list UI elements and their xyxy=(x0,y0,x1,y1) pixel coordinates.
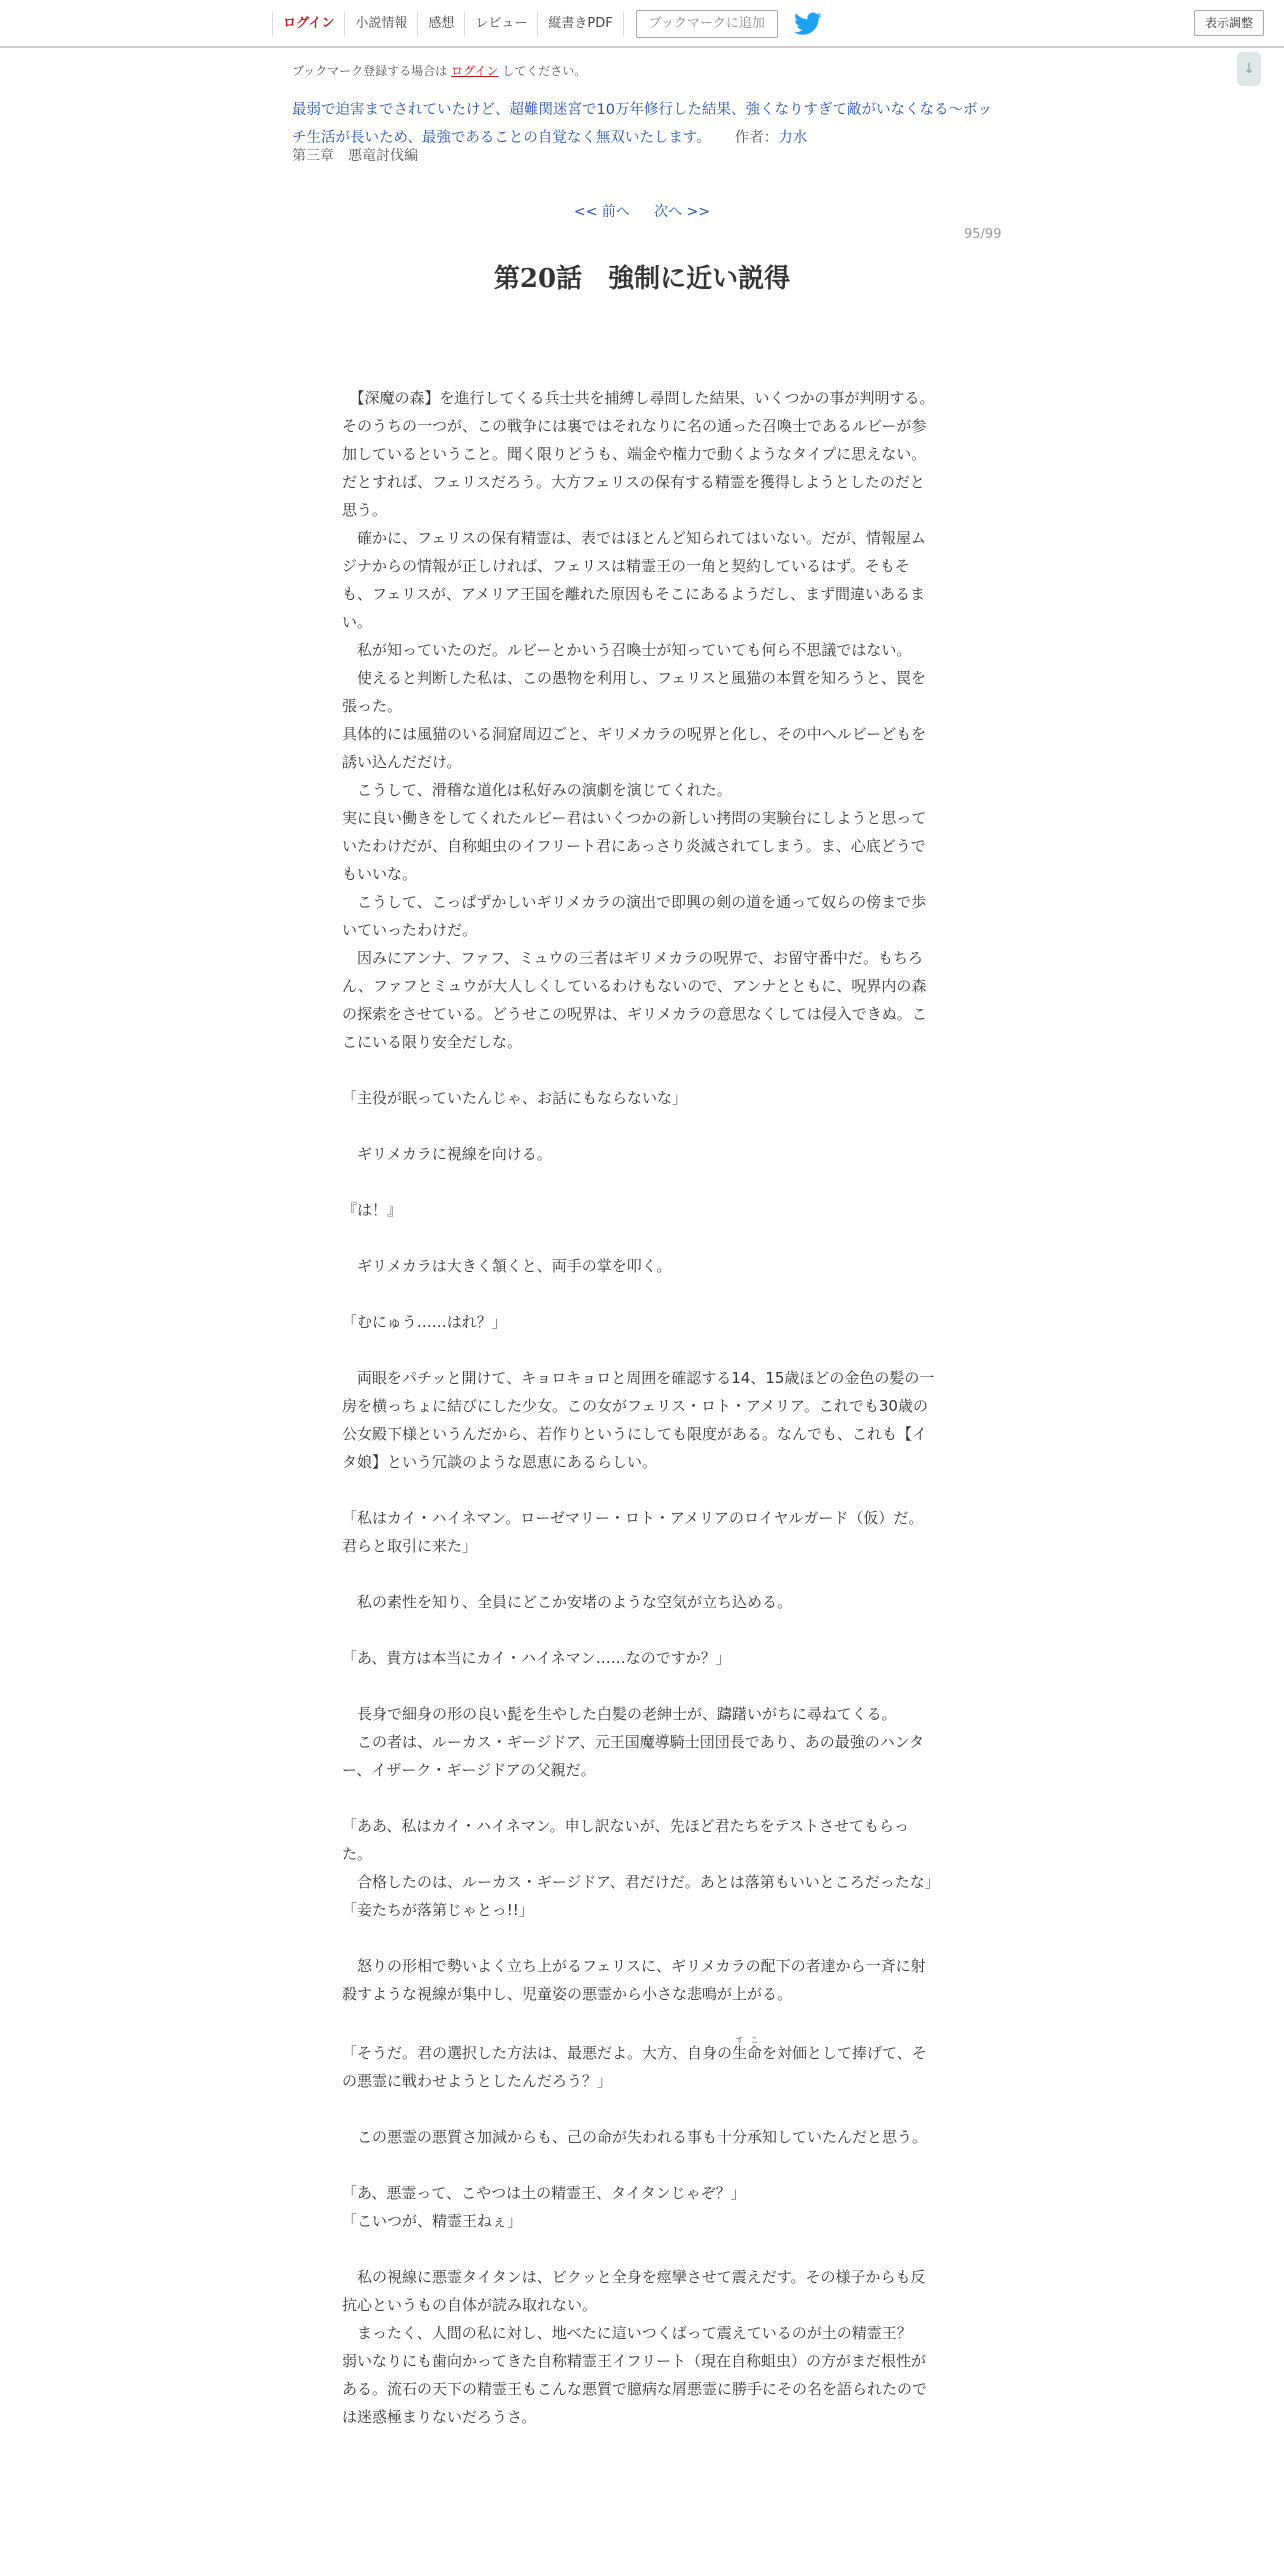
blank-line xyxy=(342,2151,938,2179)
body-paragraph: 因みにアンナ、ファフ、ミュウの三者はギリメカラの呪界で、お留守番中だ。もちろん、ファフとミュウが大人しくしているわけもないので、アンナとともに、呪界内の森の探索をさせている。どうせこの呪界は、ギリメカラの意思なくしては侵入できぬ。ここにいる限り安全だしな。 xyxy=(342,949,927,1051)
blank-line xyxy=(342,1672,938,1700)
body-paragraph: 私の素性を知り、全員にどこか安堵のような空気が立ち込める。 xyxy=(342,1593,793,1611)
body-paragraph: 「こいつが、精霊王ねぇ」 xyxy=(342,2212,523,2230)
body-paragraph-ruby xyxy=(342,2036,938,2095)
bookmark-note xyxy=(292,62,586,79)
twitter-icon[interactable] xyxy=(794,12,822,36)
body-paragraph: 私が知っていたのだ。ルビーとかいう召喚士が知っていても何ら不思議ではない。 xyxy=(342,641,912,659)
body-paragraph: 使えると判断した私は、この愚物を利用し、フェリスと風猫の本質を知ろうと、罠を張った。 xyxy=(342,669,926,715)
next-link[interactable]: 次へ >> xyxy=(654,204,711,220)
body-paragraph: こうして、こっぱずかしいギリメカラの演出で即興の剣の道を通って奴らの傍まで歩いていったわけだ。 xyxy=(342,893,927,939)
blank-line xyxy=(342,1224,938,1252)
ruby-reading: すこ xyxy=(732,2036,763,2045)
ruby-word xyxy=(732,2036,763,2062)
novel-body xyxy=(342,384,938,2431)
scroll-down-button[interactable]: ↓ xyxy=(1237,52,1261,86)
body-paragraph: ギリメカラに視線を向ける。 xyxy=(342,1145,552,1163)
body-paragraph: 実に良い働きをしてくれたルビー君はいくつかの新しい拷問の実験台にしようと思っていたわけだが、自称蛆虫のイフリート君にあっさり炎滅されてしまう。ま、心底どうでもいいな。 xyxy=(342,809,927,883)
body-paragraph: この悪霊の悪質さ加減からも、己の命が失われる事も十分承知していたんだと思う。 xyxy=(342,2128,928,2146)
body-paragraph: 「むにゅう……はれ？」 xyxy=(342,1313,507,1331)
vertical-pdf-link[interactable]: 縦書きPDF xyxy=(537,12,623,36)
body-paragraph: 【深魔の森】を進行してくる兵士共を捕縛し尋問した結果、いくつかの事が判明する。 xyxy=(342,389,935,407)
blank-line xyxy=(342,1280,938,1308)
body-paragraph: 長身で細身の形の良い髭を生やした白髪の老紳士が、躊躇いがちに尋ねてくる。 xyxy=(342,1705,897,1723)
blank-line xyxy=(342,1168,938,1196)
main-nav xyxy=(272,10,822,38)
body-paragraph: 「ああ、私はカイ・ハイネマン。申し訳ないが、先ほど君たちをテストさせてもらった。 xyxy=(342,1817,910,1863)
body-paragraph: 確かに、フェリスの保有精霊は、表ではほとんど知られてはいない。だが、情報屋ムジナからの情報が正しければ、フェリスは精霊王の一角と契約しているはず。そもそも、フェリスが、アメリア王国を離れた原因もそこにあるようだし、まず間違いあるまい。 xyxy=(342,529,926,631)
blank-line xyxy=(342,1476,938,1504)
page-count: 95/99 xyxy=(964,227,1002,242)
body-paragraph: 怒りの形相で勢いよく立ち上がるフェリスに、ギリメカラの配下の者達から一斉に射殺すような視線が集中し、児童姿の悪霊から小さな悲鳴が上がる。 xyxy=(342,1957,926,2003)
blank-line xyxy=(342,1336,938,1364)
body-paragraph: この者は、ルーカス・ギージドア、元王国魔導騎士団団長であり、あの最強のハンター、イザーク・ギージドアの父親だ。 xyxy=(342,1733,925,1779)
novel-info-link[interactable]: 小説情報 xyxy=(344,12,417,36)
body-paragraph: こうして、滑稽な道化は私好みの演劇を演じてくれた。 xyxy=(342,781,732,799)
body-paragraph: そのうちの一つが、この戦争には裏ではそれなりに名の通った召喚士であるルビーが参加しているということ。聞く限りどうも、端金や権力で動くようなタイプに思えない。だとすれば、フェリスだろう。大方フェリスの保有する精霊を獲得しようとしたのだと思う。 xyxy=(342,417,927,519)
prev-link[interactable]: << 前へ xyxy=(573,204,630,220)
author-label: 作者： xyxy=(734,130,779,146)
body-paragraph: 合格したのは、ルーカス・ギージドア、君だけだ。あとは落第もいいところだったな」 xyxy=(342,1873,940,1891)
body-paragraph: 「私はカイ・ハイネマン。ローゼマリー・ロト・アメリアのロイヤルガード（仮）だ。君らと取引に来た」 xyxy=(342,1509,924,1555)
bookmark-note-login-link[interactable]: ログイン xyxy=(451,64,499,78)
ruby-base: 生命 xyxy=(732,2044,763,2062)
blank-line xyxy=(342,1112,938,1140)
episode-title: 第20話 強制に近い説得 xyxy=(493,264,791,294)
body-paragraph: まったく、人間の私に対し、地べたに這いつくばって震えているのが土の精霊王？ 弱いなりにも歯向かってきた自称精霊王イフリート（現在自称蛆虫）の方がまだ根性がある。流石の天下の精霊王もこんな悪質で臆病な屑悪霊に勝手にその名を語られたのでは迷惑極まりないだろうさ。 xyxy=(342,2324,928,2426)
body-paragraph: 私の視線に悪霊タイタンは、ビクッと全身を痙攣させて震えだす。その様子からも反抗心というもの自体が読み取れない。 xyxy=(342,2268,926,2314)
blank-line xyxy=(342,1056,938,1084)
login-link[interactable]: ログイン xyxy=(272,12,344,36)
blank-line xyxy=(342,1560,938,1588)
blank-line xyxy=(342,1924,938,1952)
chapter-title: 第三章 悪竜討伐編 xyxy=(292,148,418,164)
body-paragraph: 「主役が眠っていたんじゃ、お話にもならないな」 xyxy=(342,1089,688,1107)
impressions-link[interactable]: 感想 xyxy=(417,12,464,36)
blank-line xyxy=(342,1616,938,1644)
body-paragraph: 両眼をパチッと開けて、キョロキョロと周囲を確認する14、15歳ほどの金色の髪の一房を横っちょに結びにした少女。この女がフェリス・ロト・アメリア。これでも30歳の公女殿下様というんだから、若作りというにしても限度がある。なんでも、これも【イタ娘】という冗談のような恩恵にあるらしい。 xyxy=(342,1369,935,1471)
body-paragraph: 「あ、悪霊って、こやつは土の精霊王、タイタンじゃぞ？」 xyxy=(342,2184,746,2202)
body-paragraph: 『は！』 xyxy=(342,1201,403,1219)
top-navigation-bar xyxy=(0,0,1284,48)
body-paragraph: ギリメカラは大きく頷くと、両手の掌を叩く。 xyxy=(342,1257,672,1275)
author-link[interactable]: 力水 xyxy=(778,130,808,146)
novel-title-link[interactable]: 最弱で迫害までされていたけど、超難関迷宮で10万年修行した結果、強くなりすぎて敵がいなくなる～ボッチ生活が長いため、最強であることの自覚なく無双いたします。 xyxy=(292,102,992,146)
review-link[interactable]: レビュー xyxy=(464,12,537,36)
novel-title-block xyxy=(292,96,992,152)
ruby-line-pre: 「そうだ。君の選択した方法は、最悪だよ。大方、自身の xyxy=(342,2044,733,2062)
pager xyxy=(0,201,1284,221)
ruby-line-post: を対価として捧げて、その悪霊に戦わせようとしたんだろう？」 xyxy=(342,2044,927,2090)
body-paragraph: 「妾たちが落第じゃとっ!!」 xyxy=(342,1901,534,1919)
body-paragraph: 「あ、貴方は本当にカイ・ハイネマン……なのですか？」 xyxy=(342,1649,731,1667)
add-bookmark-button[interactable]: ブックマークに追加 xyxy=(636,10,778,38)
blank-line xyxy=(342,2008,938,2036)
bookmark-note-pre: ブックマーク登録する場合は xyxy=(292,64,448,78)
body-paragraph: 具体的には風猫のいる洞窟周辺ごと、ギリメカラの呪界と化し、その中へルビーどもを誘い込んだだけ。 xyxy=(342,725,927,771)
blank-line xyxy=(342,1784,938,1812)
blank-line xyxy=(342,2235,938,2263)
blank-line xyxy=(342,2095,938,2123)
bookmark-note-post: してください。 xyxy=(502,64,587,78)
display-settings-button[interactable]: 表示調整 xyxy=(1194,10,1264,36)
